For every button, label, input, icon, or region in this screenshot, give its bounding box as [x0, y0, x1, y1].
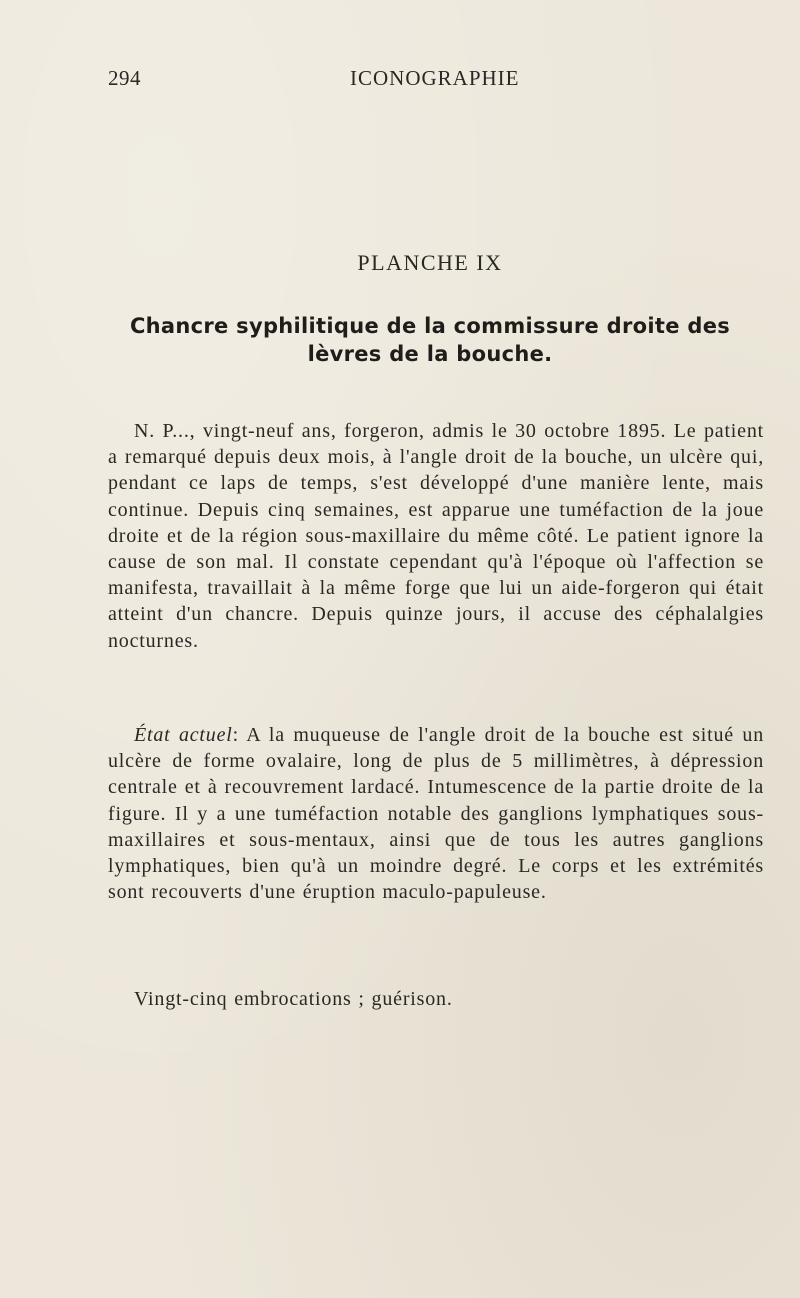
paragraph-case-history — [108, 418, 764, 654]
paragraph-text: N. P..., vingt-neuf ans, forgeron, admis le 30 octobre 1895. Le patient a remarqué depuis deux mois, à l'angle droit de la bouche, un ulcère qui, pendant ce laps de temps, s'est développé d'une manière lente, mais continue. Depuis cinq semaines, est apparue une tuméfaction de la joue droite et de la région sous-maxillaire du même côté. Le patient ignore la cause de son mal. Il constate cependant qu'à l'époque où l'affection se manifesta, travaillait à la même forge que lui un aide-forgeron qui était atteint d'un chancre. Depuis quinze jours, il accuse des céphalalgies nocturnes. — [108, 420, 764, 652]
plate-label: PLANCHE IX — [357, 250, 503, 275]
paragraph-text: Vingt-cinq embrocations ; guérison. — [134, 988, 453, 1010]
page-header — [108, 66, 708, 96]
paragraph-text: : A la muqueuse de l'angle droit de la bouche est situé un ulcère de forme ovalaire, long de plus de 5 millimètres, à dépression centrale et à recouvrement lardacé. Intumescence de la partie droite de la figure. Il y a une tuméfaction notable des ganglions lymphatiques sous-maxillaires et sous-mentaux, ainsi que de tous les autres ganglions lymphatiques, bien qu'à un moindre degré. Le corps et les extrémités sont recouverts d'une éruption maculo-papuleuse. — [108, 724, 764, 904]
plate-title: Chancre syphilitique de la commissure droite des lèvres de la bouche. — [129, 314, 731, 366]
paragraph-treatment — [108, 986, 764, 1012]
running-head: ICONOGRAPHIE — [350, 66, 520, 90]
page-number: 294 — [108, 66, 141, 90]
current-state-lead: État actuel — [134, 724, 233, 746]
paragraph-current-state — [108, 722, 764, 905]
